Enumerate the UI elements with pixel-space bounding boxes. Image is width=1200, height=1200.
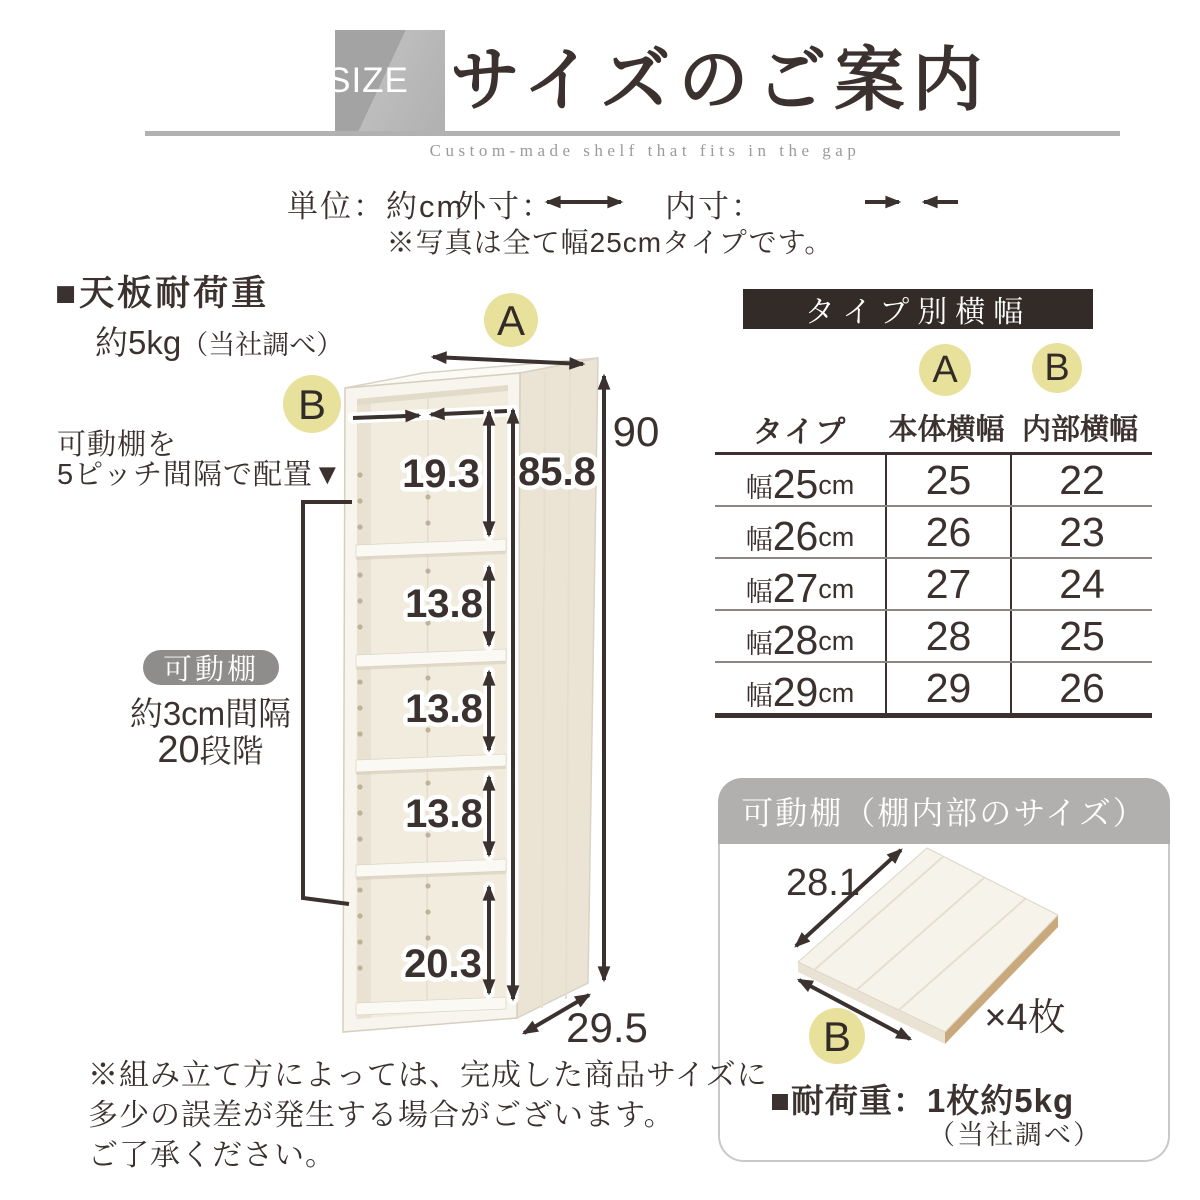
body-width-cell: 26 (885, 507, 1010, 557)
shelf-board-diagram (718, 844, 1170, 1074)
body-width-cell: 27 (885, 559, 1010, 609)
label-b: B (297, 381, 327, 428)
compartment-4-height: 13.8 (405, 792, 483, 836)
table-label-b-circle: B (1032, 343, 1082, 393)
table-row: 幅 26 cm 26 23 (715, 507, 1152, 559)
body-width-cell: 28 (885, 611, 1010, 661)
inner-width-cell: 24 (1010, 559, 1152, 609)
title-underline (145, 131, 1120, 136)
board-depth-value: 28.1 (786, 862, 860, 904)
top-load-title: ■天板耐荷重 (55, 274, 270, 313)
movable-shelf-steps: 20段階 (157, 729, 264, 771)
inner-width-cell: 23 (1010, 507, 1152, 557)
table-row: 幅 28 cm 28 25 (715, 611, 1152, 663)
body-width-cell: 29 (885, 663, 1010, 713)
inner-dimension-label: 内寸： (665, 189, 764, 224)
top-load-value: 約5kg（当社調べ） (95, 324, 344, 361)
page-title: サイズのご案内 (450, 41, 991, 119)
depth-value: 29.5 (566, 1004, 648, 1051)
label-a: A (496, 297, 526, 344)
assembly-note-line1: ※組み立て方によっては、完成した商品サイズに (88, 1059, 768, 1092)
movable-shelf-badge: 可動棚 (143, 650, 279, 685)
pitch-note-line2: 5ピッチ間隔で配置▼ (57, 459, 343, 491)
board-load-text: ■耐荷重：1枚約5kg (770, 1082, 1075, 1119)
page-subtitle: Custom-made shelf that fits in the gap (429, 141, 861, 160)
assembly-note-line3: ご了承ください。 (88, 1139, 336, 1172)
unit-label: 単位：約cm (287, 189, 465, 224)
shelf-diagram (270, 280, 730, 1070)
table-title: タイプ別横幅 (743, 289, 1093, 329)
movable-shelf-spacing: 約3cm間隔 (129, 695, 292, 732)
table-label-a-circle: A (919, 344, 971, 396)
compartment-2-height: 13.8 (405, 582, 483, 626)
inner-width-cell: 25 (1010, 611, 1152, 661)
board-count: ×4枚 (984, 997, 1066, 1039)
table-header-inner-width: 内部横幅 (1021, 414, 1138, 446)
outer-height-value: 90 (612, 408, 660, 455)
inner-width-cell: 26 (1010, 663, 1152, 713)
assembly-note (88, 1056, 768, 1176)
inner-width-cell: 22 (1010, 455, 1152, 505)
board-load-note: （当社調べ） (928, 1120, 1102, 1150)
compartment-1-height: 19.3 (402, 452, 480, 496)
inner-height-value: 85.8 (518, 450, 596, 494)
table-row: 幅 29 cm 29 26 (715, 663, 1152, 713)
table-row: 幅 27 cm 27 24 (715, 559, 1152, 611)
size-tag-box (327, 30, 445, 131)
size-tag-label: SIZE (327, 60, 409, 100)
compartment-5-height: 20.3 (404, 942, 482, 986)
compartment-3-height: 13.8 (405, 687, 483, 731)
movable-shelf-box-title: 可動棚（棚内部のサイズ） (718, 778, 1170, 844)
board-label-b: B (822, 1013, 852, 1060)
assembly-note-line2: 多少の誤差が発生する場合がございます。 (88, 1099, 675, 1132)
body-width-cell: 25 (885, 455, 1010, 505)
outer-dimension-label: 外寸： (455, 189, 554, 224)
size-table (715, 452, 1152, 718)
table-header-body-width: 本体横幅 (888, 414, 1005, 446)
photo-note: ※写真は全て幅25cmタイプです。 (386, 227, 834, 258)
top-load-note: （当社調べ） (181, 330, 344, 360)
table-row: 幅 25 cm 25 22 (715, 455, 1152, 507)
legend-arrows (535, 185, 975, 221)
pitch-note-line1: 可動棚を (57, 429, 178, 461)
table-header-type: タイプ (752, 416, 848, 449)
